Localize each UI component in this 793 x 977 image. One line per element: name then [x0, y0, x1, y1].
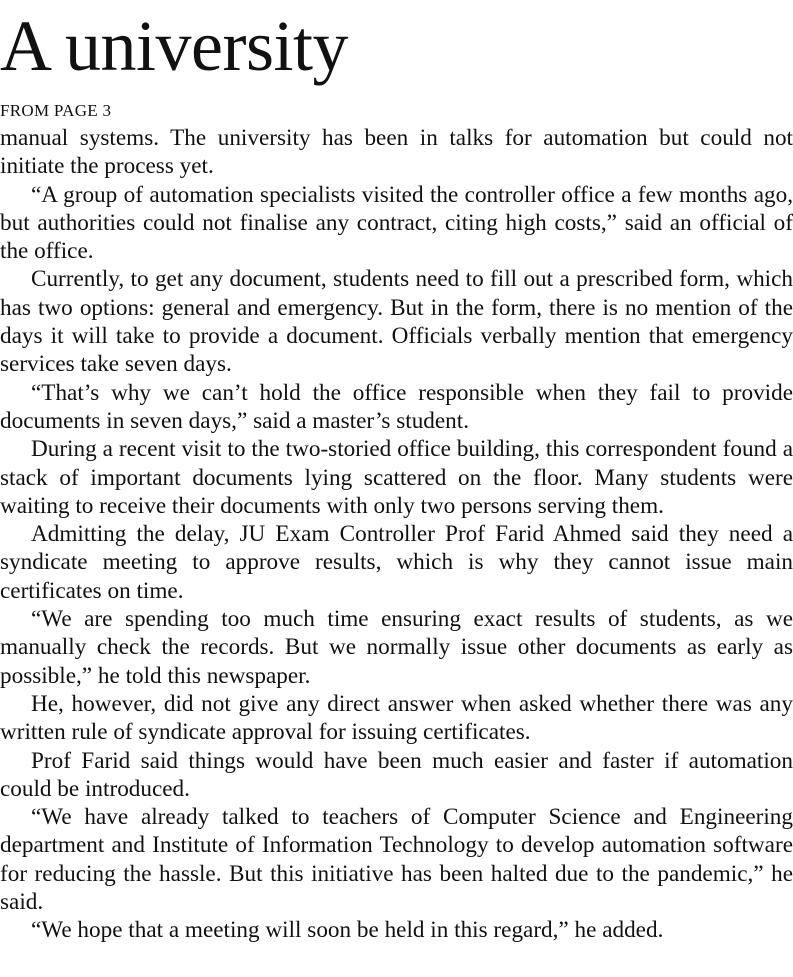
- paragraph: “We hope that a meeting will soon be held in this regard,” he added.: [31, 917, 664, 944]
- paragraph: “That’s why we can’t hold the office responsible when they fail to provide documents in seven days,” said a master’s student.: [0, 379, 793, 434]
- paragraph: “We are spending too much time ensuring exact results of students, as we manually check the records. But we normally issue other documents as early as possible,” he told this newspaper.: [0, 606, 793, 689]
- paragraph: During a recent visit to the two-storied office building, this correspondent found a stack of important documents lying scattered on the floor. Many students were waiting to receive their documents with only two persons serving them.: [0, 436, 793, 519]
- paragraph: “We have already talked to teachers of Computer Science and Engineering department and Institute of Information Technology to develop automation software for reducing the hassle. But this initiative has been halted due to the pandemic,” he said.: [0, 804, 793, 916]
- paragraph: Currently, to get any document, students need to fill out a prescribed form, which has two options: general and emergency. But in the form, there is no mention of the days it will take to provide a document. Officials verbally mention that emergency services take seven days.: [0, 266, 793, 378]
- paragraph: Admitting the delay, JU Exam Controller Prof Farid Ahmed said they need a syndicate meeting to approve results, which is why they cannot issue main certificates on time.: [0, 521, 793, 604]
- paragraph: “A group of automation specialists visited the controller office a few months ago, but authorities could not finalise any contract, citing high costs,” said an official of the office.: [0, 181, 793, 265]
- jump-line: FROM PAGE 3: [0, 101, 112, 120]
- article-body: [0, 124, 793, 945]
- paragraph: manual systems. The university has been in talks for automation but could not initiate the process yet.: [0, 125, 793, 180]
- article-headline: A university: [0, 6, 348, 86]
- paragraph: He, however, did not give any direct answer when asked whether there was any written rule of syndicate approval for issuing certificates.: [0, 690, 793, 746]
- paragraph: Prof Farid said things would have been much easier and faster if automation could be introduced.: [0, 747, 793, 802]
